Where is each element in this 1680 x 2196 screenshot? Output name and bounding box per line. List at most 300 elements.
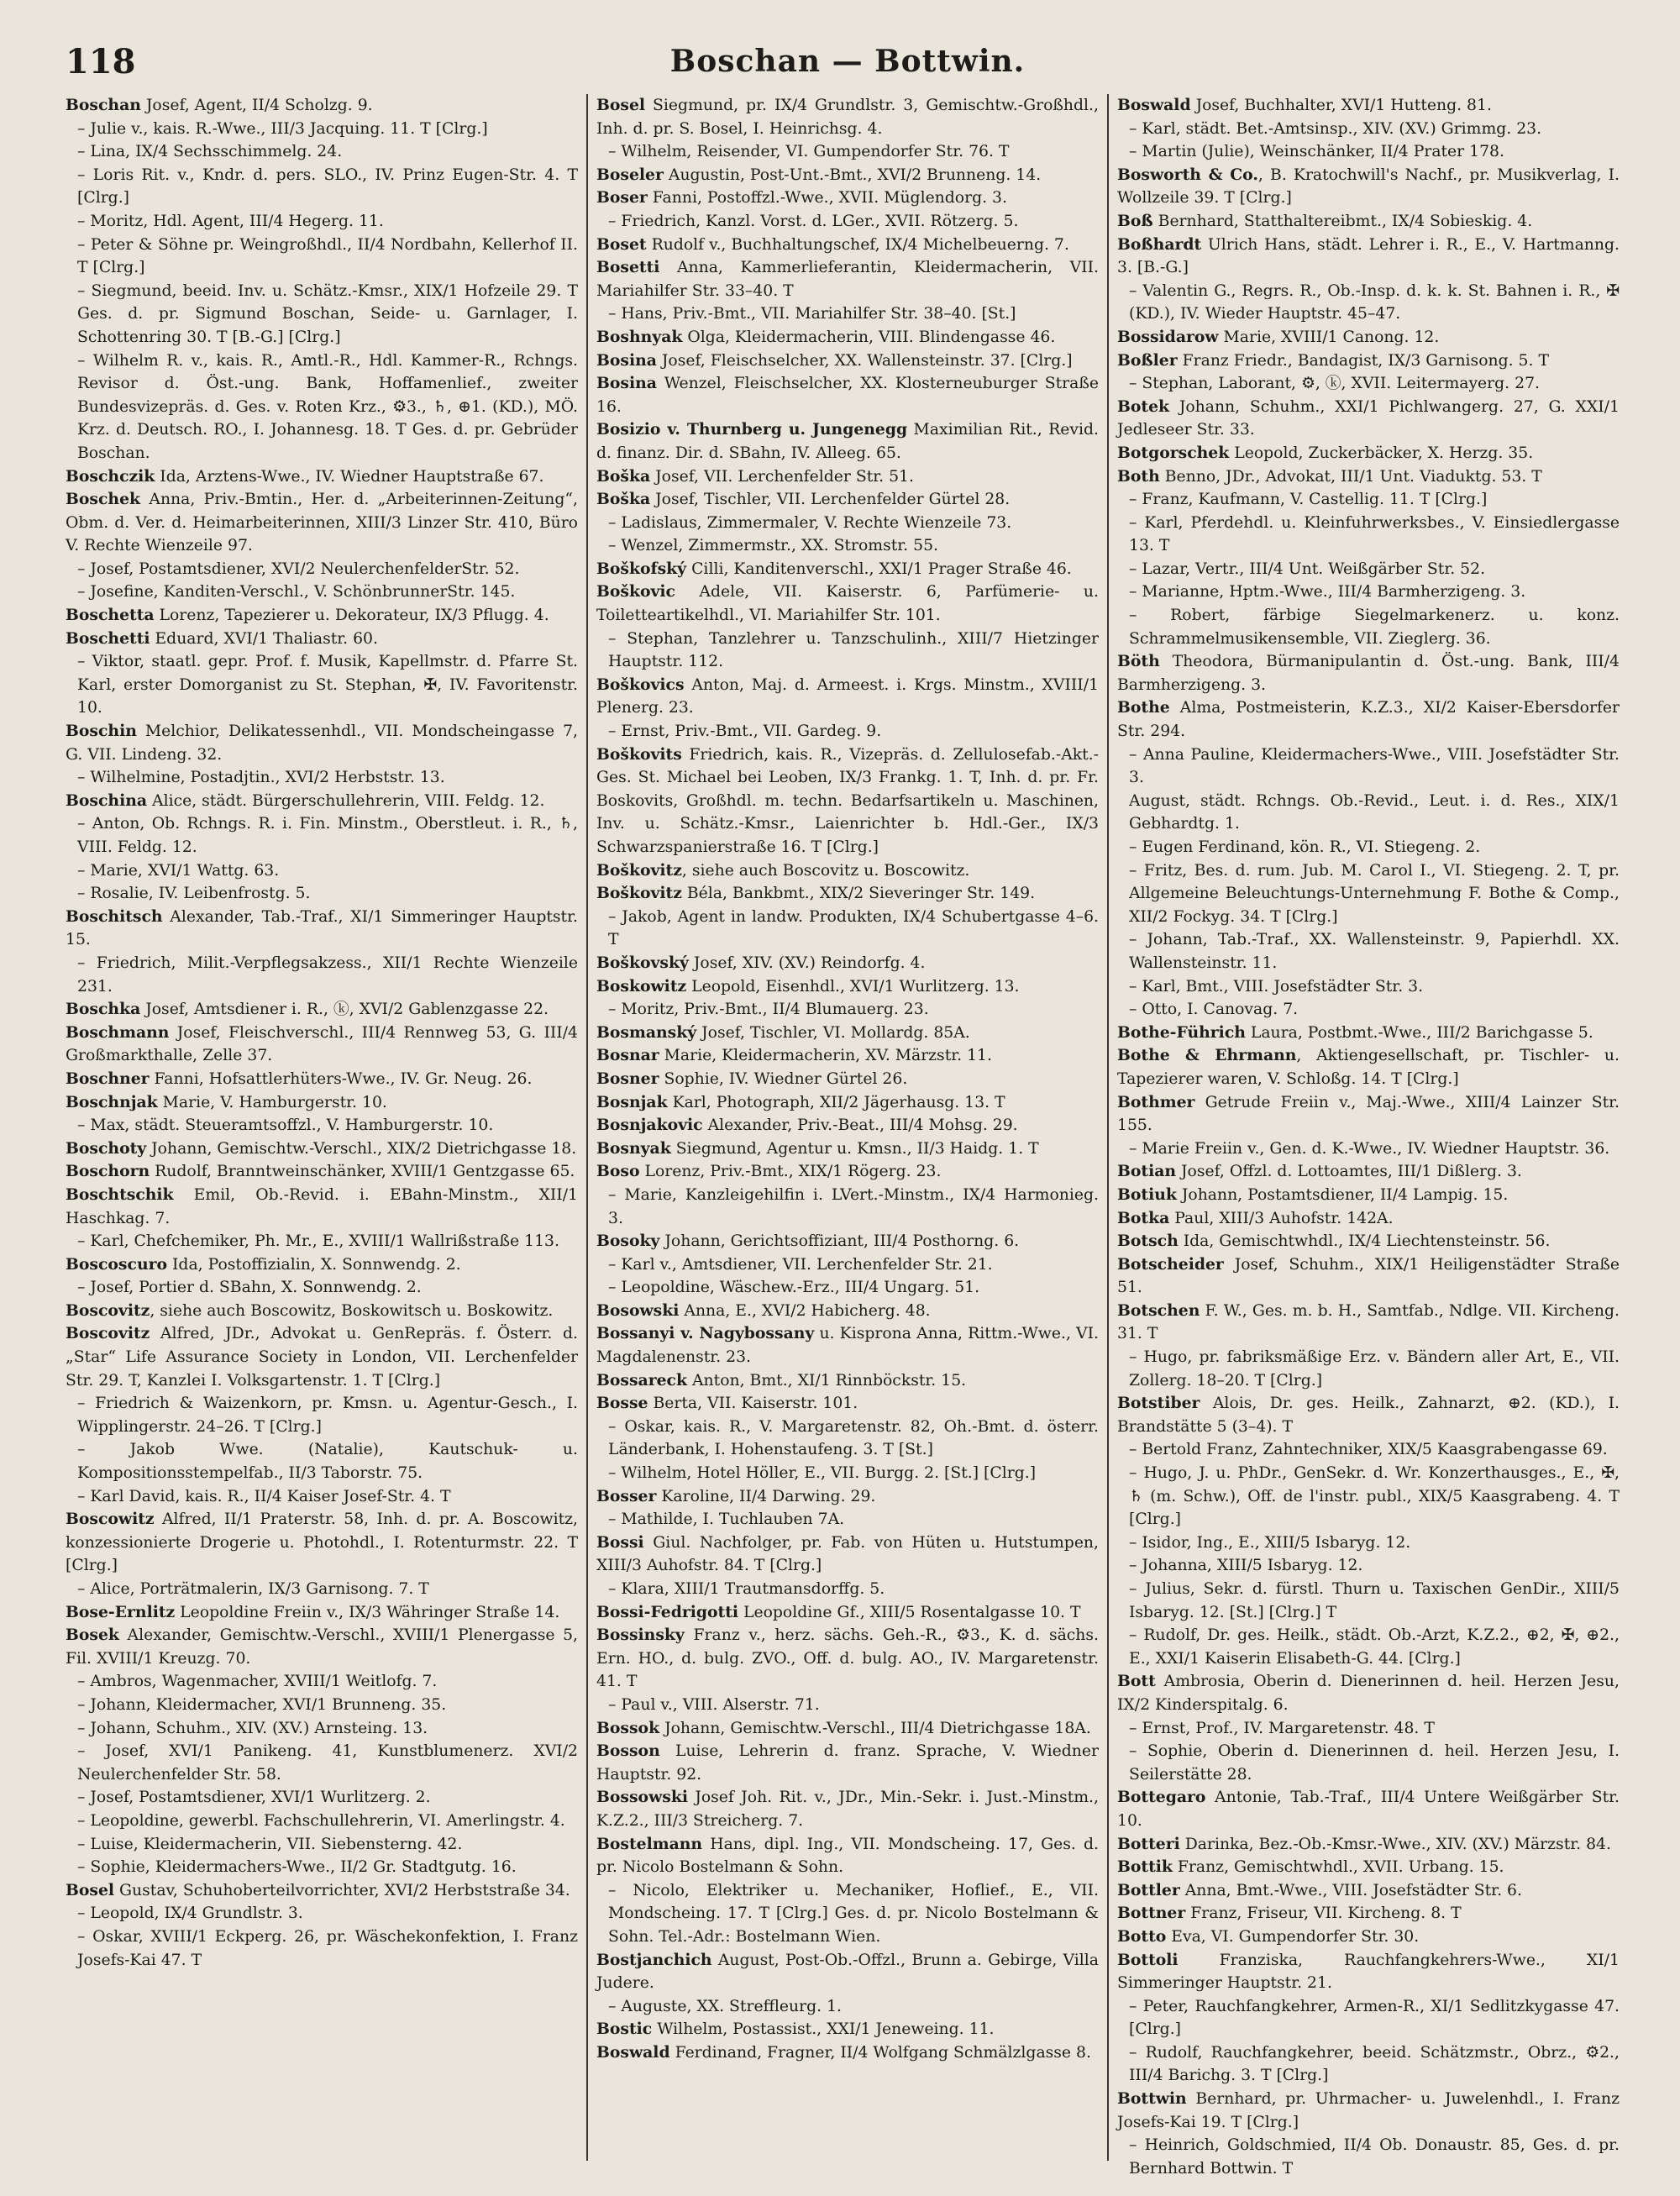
directory-entry bbox=[1117, 1925, 1620, 1949]
entry-text: Friedrich, kais. R., Vizepräs. d. Zellulosefab.-Akt.-Ges. St. Michael bei Leoben, IX/3 Frankg. 1. T, Inh. d. pr. Fr. Boskovits, Großhdl. m. techn. Bedarfsartikeln u. Maschinen, Inv. u. Schätz.-Kmsr., Laienrichter b. Hdl.-Ger., IX/3 Schwarzspanierstraße 16. T [Clrg.] bbox=[596, 745, 1099, 856]
directory-entry bbox=[596, 94, 1099, 140]
directory-entry bbox=[66, 1578, 578, 1601]
directory-entry bbox=[1117, 442, 1620, 465]
entry-surname: Bosmanský bbox=[596, 1022, 697, 1042]
directory-entry bbox=[66, 1485, 578, 1509]
entry-text: – Martin (Julie), Weinschänker, II/4 Prater 178. bbox=[1129, 143, 1504, 161]
entry-surname: Bossowski bbox=[596, 1788, 688, 1807]
entry-text: , Aktiengesellschaft, pr. Tischler- u. Tapezierer waren, V. Schloßg. 14. T [Clrg.] bbox=[1117, 1047, 1620, 1088]
directory-entry bbox=[66, 790, 578, 813]
entry-text: Josef, XIV. (XV.) Reindorfg. 4. bbox=[688, 954, 926, 972]
directory-entry bbox=[66, 1833, 578, 1857]
directory-entry bbox=[596, 1022, 1099, 1045]
entry-text: – Rosalie, IV. Leibenfrostg. 5. bbox=[77, 885, 311, 903]
directory-entry bbox=[596, 1416, 1099, 1462]
entry-surname: Bostelmann bbox=[596, 1834, 703, 1853]
entry-text: – Ernst, Prof., IV. Margaretenstr. 48. T bbox=[1129, 1719, 1435, 1737]
directory-entry bbox=[1117, 743, 1620, 790]
directory-entry bbox=[596, 1833, 1099, 1879]
entry-surname: Boškovitz bbox=[596, 860, 682, 880]
directory-entry bbox=[596, 1044, 1099, 1068]
entry-text: Alexander, Tab.-Traf., XI/1 Simmeringer Hauptstr. 15. bbox=[66, 907, 578, 949]
directory-entry bbox=[1117, 558, 1620, 581]
entry-text: – Sophie, Kleidermachers-Wwe., II/2 Gr. Stadtgutg. 16. bbox=[77, 1858, 517, 1877]
entry-text: Luise, Lehrerin d. franz. Sprache, V. Wiedner Hauptstr. 92. bbox=[596, 1742, 1099, 1784]
directory-entry bbox=[66, 766, 578, 790]
entry-surname: Botteri bbox=[1117, 1834, 1180, 1853]
directory-entry bbox=[66, 1392, 578, 1438]
entry-text: – Johanna, XIII/5 Isbaryg. 12. bbox=[1129, 1557, 1363, 1575]
entry-text: Fanni, Hofsattlerhüters-Wwe., IV. Gr. Neug. 26. bbox=[149, 1069, 533, 1088]
directory-entry bbox=[596, 1879, 1099, 1949]
directory-entry bbox=[1117, 1717, 1620, 1741]
directory-entry bbox=[596, 187, 1099, 210]
directory-entry bbox=[66, 952, 578, 998]
entry-text: August, Post-Ob.-Offzl., Brunn a. Gebirge, Villa Judere. bbox=[596, 1951, 1099, 1993]
entry-surname: Bosina bbox=[596, 350, 657, 370]
directory-entry bbox=[1117, 140, 1620, 164]
entry-text: Emil, Ob.-Revid. i. EBahn-Minstm., XII/1 Haschkag. 7. bbox=[66, 1185, 578, 1227]
entry-surname: Bosoky bbox=[596, 1232, 660, 1251]
directory-entry bbox=[1117, 512, 1620, 558]
directory-entry bbox=[596, 302, 1099, 326]
directory-entry bbox=[66, 998, 578, 1022]
directory-entry bbox=[66, 604, 578, 628]
entry-surname: Boswald bbox=[596, 2042, 670, 2062]
directory-entry bbox=[1117, 928, 1620, 975]
directory-entry bbox=[1117, 1230, 1620, 1253]
entry-text: F. W., Ges. m. b. H., Samtfab., Ndlge. VII. Kircheng. 31. T bbox=[1117, 1301, 1620, 1343]
directory-entry bbox=[1117, 1902, 1620, 1925]
entry-text: – Robert, färbige Siegelmarkenerz. u. konz. Schrammelmusikensemble, VII. Zieglerg. 36. bbox=[1129, 607, 1620, 648]
directory-entry bbox=[1117, 1554, 1620, 1578]
entry-text: – Mathilde, I. Tuchlauben 7A. bbox=[608, 1510, 845, 1529]
entry-text: – Marie, Kanzleigehilfin i. LVert.-Minstm., IX/4 Harmonieg. 3. bbox=[608, 1185, 1099, 1227]
entry-surname: Boscowitz bbox=[66, 1510, 155, 1529]
directory-entry bbox=[1117, 234, 1620, 280]
entry-text: – Anton, Ob. Rchngs. R. i. Fin. Minstm., Oberstleut. i. R., ♄, VIII. Feldg. 12. bbox=[77, 815, 578, 856]
directory-entry bbox=[596, 1601, 1099, 1625]
entry-text: – Leopoldine, gewerbl. Fachschullehrerin, VI. Amerlingstr. 4. bbox=[77, 1811, 565, 1830]
directory-entry bbox=[66, 465, 578, 489]
entry-surname: Boseler bbox=[596, 165, 664, 184]
entry-text: Alexander, Priv.-Beat., III/4 Mohsg. 29. bbox=[702, 1116, 1018, 1135]
entry-text: Antonie, Tab.-Traf., III/4 Untere Weißgärber Str. 10. bbox=[1117, 1789, 1620, 1830]
entry-text: – Paul v., VIII. Alserstr. 71. bbox=[608, 1695, 820, 1714]
directory-entry bbox=[66, 1902, 578, 1925]
entry-text: Anna, Priv.-Bmtin., Her. d. „Arbeiterinnen-Zeitung“, Obm. d. Ver. d. Heimarbeiterinnen, XIII/3 Linzer Str. 410, Büro V. Rechte Wienzeile 97. bbox=[66, 491, 578, 555]
directory-entry bbox=[66, 1322, 578, 1392]
entry-text: – Isidor, Ing., E., XIII/5 Isbaryg. 12. bbox=[1129, 1533, 1411, 1552]
entry-text: – Wilhelm, Hotel Höller, E., VII. Burgg. 2. [St.] [Clrg.] bbox=[608, 1464, 1037, 1483]
directory-entry bbox=[66, 906, 578, 952]
columns bbox=[66, 94, 1630, 2178]
entry-text: Johann, Gemischtw.-Verschl., XIX/2 Dietrichgasse 18. bbox=[146, 1139, 577, 1158]
directory-entry bbox=[1117, 1833, 1620, 1857]
entry-surname: Boschoty bbox=[66, 1138, 147, 1158]
entry-text: Leopold, Zuckerbäcker, X. Herzg. 35. bbox=[1229, 444, 1534, 462]
directory-entry bbox=[66, 234, 578, 280]
entry-text: Rudolf v., Buchhaltungschef, IX/4 Michelbeuerng. 7. bbox=[646, 235, 1069, 254]
directory-entry bbox=[596, 558, 1099, 581]
entry-surname: Botka bbox=[1117, 1208, 1170, 1227]
directory-entry bbox=[596, 1184, 1099, 1230]
entry-surname: Bossanyi v. Nagybossany bbox=[596, 1324, 815, 1343]
entry-text: – Friedrich, Milit.-Verpflegsakzess., XII/1 Rechte Wienzeile 231. bbox=[77, 954, 578, 996]
entry-text: Marie, V. Hamburgerstr. 10. bbox=[157, 1093, 387, 1111]
directory-entry bbox=[596, 372, 1099, 418]
directory-entry bbox=[1117, 790, 1620, 836]
entry-text: Sophie, IV. Wiedner Gürtel 26. bbox=[659, 1069, 908, 1088]
directory-entry bbox=[66, 1137, 578, 1161]
entry-surname: Boschetti bbox=[66, 628, 150, 648]
entry-surname: Bossi-Fedrigotti bbox=[596, 1602, 739, 1621]
directory-entry bbox=[596, 1578, 1099, 1601]
directory-entry bbox=[66, 1160, 578, 1184]
entry-surname: Bosnyak bbox=[596, 1138, 671, 1158]
directory-entry bbox=[596, 1322, 1099, 1369]
directory-entry bbox=[1117, 836, 1620, 859]
entry-text: – Ambros, Wagenmacher, XVIII/1 Weitlofg. 7. bbox=[77, 1673, 438, 1691]
entry-text: – Loris Rit. v., Kndr. d. pers. SLO., IV. Prinz Eugen-Str. 4. T [Clrg.] bbox=[77, 165, 578, 208]
entry-surname: Boschan bbox=[66, 96, 141, 114]
entry-text: – Karl, Bmt., VIII. Josefstädter Str. 3. bbox=[1129, 977, 1424, 996]
directory-entry bbox=[66, 1091, 578, 1115]
directory-entry bbox=[1117, 1160, 1620, 1184]
entry-text: – Karl David, kais. R., II/4 Kaiser Josef-Str. 4. T bbox=[77, 1487, 451, 1505]
entry-surname: Boschitsch bbox=[66, 906, 163, 926]
directory-entry bbox=[66, 859, 578, 883]
directory-entry bbox=[66, 882, 578, 906]
entry-text: Franz, Gemischtwhdl., XVII. Urbang. 15. bbox=[1172, 1858, 1504, 1877]
entry-surname: Bottner bbox=[1117, 1904, 1186, 1923]
entry-surname: Boßhardt bbox=[1117, 234, 1202, 254]
directory-entry bbox=[1117, 1022, 1620, 1045]
entry-text: Leopoldine Freiin v., IX/3 Währinger Straße 14. bbox=[175, 1603, 560, 1621]
directory-entry bbox=[66, 1230, 578, 1253]
directory-entry bbox=[1117, 604, 1620, 650]
entry-surname: Boßler bbox=[1117, 350, 1178, 370]
entry-text: – Friedrich & Waizenkorn, pr. Kmsn. u. Agentur-Gesch., I. Wipplingerstr. 24–26. T [Clrg.] bbox=[77, 1395, 578, 1436]
entry-text: Ambrosia, Oberin d. Dienerinnen d. heil. Herzen Jesu, IX/2 Kinderspitalg. 6. bbox=[1117, 1673, 1620, 1714]
directory-entry bbox=[1117, 372, 1620, 396]
entry-text: Hans, dipl. Ing., VII. Mondscheing. 17, Ges. d. pr. Nicolo Bostelmann & Sohn. bbox=[596, 1835, 1099, 1877]
entry-surname: Boškovits bbox=[596, 744, 682, 764]
entry-surname: Boschmann bbox=[66, 1022, 170, 1042]
directory-entry bbox=[1117, 1091, 1620, 1137]
entry-surname: Botsch bbox=[1117, 1232, 1179, 1251]
entry-text: – Oskar, kais. R., V. Margaretenstr. 82, Oh.-Bmt. d. österr. Länderbank, I. Hohenstaufeng. 3. T [St.] bbox=[608, 1417, 1099, 1459]
entry-surname: Boschin bbox=[66, 722, 137, 741]
entry-text: – Marie Freiin v., Gen. d. K.-Wwe., IV. Wiedner Hauptstr. 36. bbox=[1129, 1139, 1610, 1158]
directory-entry bbox=[1117, 210, 1620, 234]
entry-text: Ida, Postoffizialin, X. Sonnwendg. 2. bbox=[167, 1255, 461, 1274]
directory-entry bbox=[66, 1601, 578, 1625]
entry-text: Adele, VII. Kaiserstr. 6, Parfümerie- u. Toiletteartikelhdl., VI. Mariahilfer Str. 101. bbox=[596, 583, 1099, 625]
entry-text: – Otto, I. Canovag. 7. bbox=[1129, 1001, 1299, 1019]
entry-surname: Bottoli bbox=[1117, 1950, 1179, 1969]
entry-text: – Josef, XVI/1 Panikeng. 41, Kunstblumenerz. XVI/2 Neulerchenfelder Str. 58. bbox=[77, 1742, 578, 1784]
directory-entry bbox=[1117, 396, 1620, 442]
entry-surname: Boškovics bbox=[596, 675, 685, 694]
entry-text: Alois, Dr. ges. Heilk., Zahnarzt, ⊕2. (KD.), I. Brandstätte 5 (3–4). T bbox=[1117, 1395, 1620, 1436]
directory-entry bbox=[596, 720, 1099, 743]
entry-text: – Anna Pauline, Kleidermachers-Wwe., VIII. Josefstädter Str. 3. bbox=[1129, 745, 1620, 787]
entry-text: Josef, Offzl. d. Lottoamtes, III/1 Dißlerg. 3. bbox=[1176, 1163, 1522, 1181]
entry-text: Bernhard, Statthaltereibmt., IX/4 Sobieskig. 4. bbox=[1152, 212, 1533, 230]
entry-text: Karl, Photograph, XII/2 Jägerhausg. 13. T bbox=[667, 1093, 1005, 1111]
directory-entry bbox=[596, 418, 1099, 465]
directory-entry bbox=[596, 1068, 1099, 1091]
entry-surname: Bossi bbox=[596, 1532, 644, 1552]
entry-text: Johann, Gemischtw.-Verschl., III/4 Dietrichgasse 18A. bbox=[659, 1719, 1091, 1737]
entry-text: – Hugo, pr. fabriksmäßige Erz. v. Bändern aller Art, E., VII. Zollerg. 18–20. T [Clrg.] bbox=[1129, 1348, 1620, 1390]
entry-text: – Siegmund, beeid. Inv. u. Schätz.-Kmsr., XIX/1 Hofzeile 29. T Ges. d. pr. Sigmund Boschan, Seide- u. Garnlager, I. Schottenring 30. T [B.-G.] [Clrg.] bbox=[77, 281, 578, 346]
directory-entry bbox=[596, 1462, 1099, 1485]
directory-entry bbox=[596, 859, 1099, 883]
entry-surname: Bosel bbox=[66, 1880, 115, 1899]
entry-text: Alma, Postmeisterin, K.Z.3., XI/2 Kaiser-Ebersdorfer Str. 294. bbox=[1117, 699, 1620, 741]
entry-text: Karoline, II/4 Darwing. 29. bbox=[656, 1487, 876, 1505]
entry-text: – Friedrich, Kanzl. Vorst. d. LGer., XVII. Rötzerg. 5. bbox=[608, 212, 1019, 230]
entry-text: Leopoldine Gf., XIII/5 Rosentalgasse 10. T bbox=[738, 1603, 1081, 1621]
directory-entry bbox=[66, 1740, 578, 1786]
directory-entry bbox=[596, 1369, 1099, 1393]
entry-surname: Boß bbox=[1117, 211, 1153, 230]
directory-entry bbox=[596, 674, 1099, 720]
entry-surname: Bott bbox=[1117, 1672, 1156, 1691]
directory-entry bbox=[1117, 1670, 1620, 1716]
directory-entry bbox=[596, 998, 1099, 1022]
entry-text: , siehe auch Boscowitz, Boskowitsch u. Boskowitz. bbox=[150, 1301, 554, 1320]
entry-surname: Bothe bbox=[1117, 698, 1170, 717]
entry-text: – Karl, Chefchemiker, Ph. Mr., E., XVIII/1 Wallrißstraße 113. bbox=[77, 1232, 559, 1251]
entry-surname: Bosner bbox=[596, 1069, 659, 1088]
entry-text: Béla, Bankbmt., XIX/2 Sieveringer Str. 149. bbox=[681, 885, 1036, 903]
entry-text: – Hans, Priv.-Bmt., VII. Mariahilfer Str. 38–40. [St.] bbox=[608, 305, 1016, 323]
directory-entry bbox=[66, 1253, 578, 1277]
entry-text: Siegmund, Agentur u. Kmsn., II/3 Haidg. 1. T bbox=[670, 1139, 1039, 1158]
entry-text: Alfred, JDr., Advokat u. GenRepräs. f. Österr. d. „Star“ Life Assurance Society in London, VII. Lerchenfelder Str. 29. T, Kanzlei I. Volksgartenstr. 1. T [Clrg.] bbox=[66, 1325, 578, 1390]
directory-entry bbox=[596, 1300, 1099, 1323]
directory-entry bbox=[596, 326, 1099, 349]
entry-text: – Wenzel, Zimmermstr., XX. Stromstr. 55. bbox=[608, 537, 938, 555]
entry-surname: Bosnjak bbox=[596, 1092, 668, 1111]
directory-entry bbox=[66, 1508, 578, 1578]
entry-surname: Boso bbox=[596, 1162, 640, 1181]
entry-text: – Marie, XVI/1 Wattg. 63. bbox=[77, 861, 280, 880]
entry-surname: Boschina bbox=[66, 791, 148, 810]
entry-surname: Böth bbox=[1117, 652, 1160, 671]
entry-text: Josef, Buchhalter, XVI/1 Hutteng. 81. bbox=[1190, 97, 1492, 114]
column-1 bbox=[66, 94, 586, 2161]
entry-surname: Bottler bbox=[1117, 1880, 1180, 1899]
entry-surname: Bosina bbox=[596, 374, 657, 393]
entry-text: – Franz, Kaufmann, V. Castellig. 11. T [Clrg.] bbox=[1129, 491, 1488, 509]
directory-entry bbox=[1117, 2088, 1620, 2134]
entry-text: Josef, Schuhm., XIX/1 Heiligenstädter Straße 51. bbox=[1117, 1255, 1620, 1297]
entry-text: – Viktor, staatl. gepr. Prof. f. Musik, Kapellmstr. d. Pfarre St. Karl, erster Domorganist zu St. Stephan, ✠, IV. Favoritenstr. 10. bbox=[77, 653, 578, 717]
entry-text: – Josef, Postamtsdiener, XVI/2 NeulerchenfelderStr. 52. bbox=[77, 560, 520, 578]
directory-entry bbox=[66, 1300, 578, 1323]
entry-text: – Luise, Kleidermacherin, VII. Siebensterng. 42. bbox=[77, 1835, 463, 1853]
entry-text: Franz Friedr., Bandagist, IX/3 Garnisong. 5. T bbox=[1177, 351, 1549, 370]
entry-text: August, städt. Rchngs. Ob.-Revid., Leut. i. d. Res., XIX/1 Gebhardtg. 1. bbox=[1129, 791, 1620, 833]
entry-surname: Boswald bbox=[1117, 96, 1191, 114]
entry-text: – Sophie, Oberin d. Dienerinnen d. heil. Herzen Jesu, I. Seilerstätte 28. bbox=[1129, 1742, 1620, 1784]
directory-entry bbox=[596, 975, 1099, 999]
entry-surname: Bose-Ernlitz bbox=[66, 1602, 176, 1621]
entry-text: Josef, Tischler, VII. Lerchenfelder Gürtel 28. bbox=[650, 491, 1011, 509]
directory-entry bbox=[596, 1253, 1099, 1277]
entry-text: – Klara, XIII/1 Trautmansdorffg. 5. bbox=[608, 1580, 885, 1598]
directory-entry bbox=[596, 164, 1099, 187]
entry-surname: Bothe-Führich bbox=[1117, 1022, 1246, 1042]
entry-text: Josef, Tischler, VI. Mollardg. 85A. bbox=[696, 1023, 970, 1042]
entry-surname: Bottik bbox=[1117, 1857, 1173, 1877]
entry-surname: Bothe & Ehrmann bbox=[1117, 1046, 1297, 1065]
entry-text: – Nicolo, Elektriker u. Mechaniker, Hoflief., E., VII. Mondscheing. 17. T [Clrg.] Ges. d. pr. Nicolo Bostelmann & Sohn. Tel.-Adr.: Bostelmann Wien. bbox=[608, 1881, 1099, 1946]
entry-text: – Fritz, Bes. d. rum. Jub. M. Carol I., VI. Stiegeng. 2. T, pr. Allgemeine Beleuchtungs-Unternehmung F. Bothe & Comp., XII/2 Fockyg. 34. T [Clrg.] bbox=[1129, 861, 1620, 926]
directory-entry bbox=[596, 534, 1099, 558]
entry-surname: Bosetti bbox=[596, 258, 660, 277]
entry-text: Lorenz, Tapezierer u. Dekorateur, IX/3 Pflugg. 4. bbox=[154, 607, 549, 625]
entry-text: Giul. Nachfolger, pr. Fab. von Hüten u. Hutstumpen, XIII/3 Auhofstr. 84. T [Clrg.] bbox=[596, 1533, 1099, 1575]
directory-entry bbox=[66, 94, 578, 118]
directory-entry bbox=[66, 349, 578, 465]
directory-entry bbox=[596, 1531, 1099, 1578]
directory-entry bbox=[596, 1995, 1099, 2019]
directory-entry bbox=[1117, 465, 1620, 489]
entry-text: – Karl, Pferdehdl. u. Kleinfuhrwerksbes., V. Einsiedlergasse 13. T bbox=[1129, 513, 1620, 555]
directory-entry bbox=[66, 140, 578, 164]
directory-entry bbox=[1117, 1995, 1620, 2041]
entry-surname: Bossidarow bbox=[1117, 327, 1219, 346]
entry-text: Anton, Bmt., XI/1 Rinnböckstr. 15. bbox=[687, 1371, 967, 1390]
entry-text: Anton, Maj. d. Armeest. i. Krgs. Minstm., XVIII/1 Plenerg. 23. bbox=[596, 675, 1099, 717]
entry-text: – Lina, IX/4 Sechsschimmelg. 24. bbox=[77, 143, 343, 161]
directory-entry bbox=[596, 628, 1099, 674]
entry-text: – Josef, Postamtsdiener, XVI/1 Wurlitzerg. 2. bbox=[77, 1789, 431, 1807]
directory-entry bbox=[66, 558, 578, 581]
directory-entry bbox=[66, 488, 578, 558]
entry-surname: Bosek bbox=[66, 1626, 119, 1645]
entry-text: – Peter & Söhne pr. Weingroßhdl., II/4 Nordbahn, Kellerhof II. T [Clrg.] bbox=[77, 235, 578, 277]
directory-entry bbox=[596, 743, 1099, 859]
entry-text: Augustin, Post-Unt.-Bmt., XVI/2 Brunneng. 14. bbox=[663, 165, 1042, 184]
entry-text: – Josefine, Kanditen-Verschl., V. SchönbrunnerStr. 145. bbox=[77, 583, 516, 602]
entry-text: – Wilhelm, Reisender, VI. Gumpendorfer Str. 76. T bbox=[608, 143, 1010, 161]
entry-text: – Bertold Franz, Zahntechniker, XIX/5 Kaasgrabengasse 69. bbox=[1129, 1441, 1608, 1459]
directory-entry bbox=[66, 1786, 578, 1810]
entry-surname: Boshnyak bbox=[596, 327, 683, 346]
directory-entry bbox=[66, 1694, 578, 1717]
entry-text: u. Kisprona Anna, Rittm.-Wwe., VI. Magdalenenstr. 23. bbox=[596, 1325, 1100, 1367]
entry-surname: Botto bbox=[1117, 1926, 1167, 1946]
directory-entry bbox=[1117, 1346, 1620, 1392]
entry-text: Ida, Gemischtwhdl., IX/4 Liechtensteinstr. 56. bbox=[1178, 1232, 1551, 1251]
page-number: 118 bbox=[66, 42, 136, 81]
entry-surname: Botstiber bbox=[1117, 1394, 1200, 1413]
entry-text: – Rudolf, Rauchfangkehrer, beeid. Schätzmstr., Obrz., ⚙2., III/4 Barichg. 3. T [Clrg.] bbox=[1129, 2043, 1620, 2085]
directory-entry bbox=[66, 1184, 578, 1230]
running-head: Boschan — Bottwin. bbox=[669, 44, 1026, 79]
entry-text: Alice, städt. Bürgerschullehrerin, VIII. Feldg. 12. bbox=[147, 791, 545, 810]
directory-entry bbox=[1117, 696, 1620, 743]
directory-entry bbox=[1117, 326, 1620, 349]
directory-entry bbox=[1117, 650, 1620, 696]
entry-text: Eva, VI. Gumpendorfer Str. 30. bbox=[1166, 1927, 1420, 1946]
directory-entry bbox=[596, 581, 1099, 627]
directory-entry bbox=[1117, 1462, 1620, 1531]
entry-text: Bernhard, pr. Uhrmacher- u. Juwelenhdl., I. Franz Josefs-Kai 19. T [Clrg.] bbox=[1117, 2090, 1620, 2131]
entry-surname: Botek bbox=[1117, 397, 1170, 416]
entry-text: – Lazar, Vertr., III/4 Unt. Weißgärber Str. 52. bbox=[1129, 560, 1486, 578]
directory-entry bbox=[1117, 998, 1620, 1022]
directory-entry bbox=[596, 1276, 1099, 1300]
entry-text: Leopold, Eisenhdl., XVI/1 Wurlitzerg. 13. bbox=[686, 977, 1020, 996]
entry-text: – Jakob Wwe. (Natalie), Kautschuk- u. Kompositionsstempelfab., II/3 Taborstr. 75. bbox=[77, 1441, 578, 1483]
directory-entry bbox=[596, 952, 1099, 975]
entry-surname: Boset bbox=[596, 234, 647, 254]
entry-text: Berta, VII. Kaiserstr. 101. bbox=[648, 1395, 858, 1413]
directory-entry bbox=[596, 210, 1099, 234]
entry-text: – Leopold, IX/4 Grundlstr. 3. bbox=[77, 1904, 303, 1923]
entry-surname: Bosser bbox=[596, 1486, 657, 1505]
directory-entry bbox=[1117, 349, 1620, 373]
directory-entry bbox=[66, 650, 578, 720]
entry-text: – Stephan, Tanzlehrer u. Tanzschulinh., XIII/7 Hietzinger Hauptstr. 112. bbox=[608, 629, 1099, 671]
directory-entry bbox=[1117, 1531, 1620, 1555]
directory-entry bbox=[66, 1717, 578, 1741]
directory-entry bbox=[1117, 280, 1620, 326]
entry-text: Franziska, Rauchfangkehrers-Wwe., XI/1 Simmeringer Hauptstr. 21. bbox=[1117, 1951, 1620, 1993]
entry-text: – Eugen Ferdinand, kön. R., VI. Stiegeng. 2. bbox=[1129, 838, 1481, 856]
entry-text: – Leopoldine, Wäschew.-Erz., III/4 Ungarg. 51. bbox=[608, 1279, 980, 1297]
directory-entry bbox=[596, 1949, 1099, 1995]
entry-text: Benno, JDr., Advokat, III/1 Unt. Viaduktg. 53. T bbox=[1159, 467, 1542, 486]
entry-text: Rudolf, Branntweinschänker, XVIII/1 Gentzgasse 65. bbox=[150, 1163, 575, 1181]
directory-entry bbox=[596, 1485, 1099, 1509]
entry-text: – Marianne, Hptm.-Wwe., III/4 Barmherzigeng. 3. bbox=[1129, 583, 1526, 602]
entry-text: Franz v., herz. sächs. Geh.-R., ⚙3., K. d. sächs. Ern. HO., d. bulg. ZVO., Off. d. bulg. AO., IV. Margaretenstr. 41. T bbox=[596, 1626, 1099, 1691]
directory-entry bbox=[66, 1438, 578, 1484]
entry-text: – Julie v., kais. R.-Wwe., III/3 Jacquing. 11. T [Clrg.] bbox=[77, 119, 488, 138]
entry-text: – Ladislaus, Zimmermaler, V. Rechte Wienzeile 73. bbox=[608, 513, 1012, 532]
directory-entry bbox=[66, 1114, 578, 1137]
entry-text: Josef Joh. Rit. v., JDr., Min.-Sekr. i. Just.-Minstm., K.Z.2., III/3 Streicherg. 7. bbox=[596, 1789, 1099, 1830]
directory-entry bbox=[66, 1276, 578, 1300]
entry-text: – Hugo, J. u. PhDr., GenSekr. d. Wr. Konzerthausges., E., ✠, ♄ (m. Schw.), Off. de l'instr. publ., XIX/5 Kaasgrabeng. 4. T [Clrg.] bbox=[1129, 1464, 1620, 1529]
directory-entry bbox=[66, 581, 578, 604]
entry-text: – Johann, Schuhm., XIV. (XV.) Arnsteing. 13. bbox=[77, 1719, 428, 1737]
entry-text: Gustav, Schuhoberteilvorrichter, XVI/2 Herbststraße 34. bbox=[114, 1881, 570, 1899]
directory-entry bbox=[596, 1717, 1099, 1741]
directory-entry bbox=[596, 1230, 1099, 1253]
entry-text: Ida, Arztens-Wwe., IV. Wiedner Hauptstraße 67. bbox=[155, 467, 544, 486]
entry-text: , B. Kratochwill's Nachf., pr. Musikverlag, I. Wollzeile 39. T [Clrg.] bbox=[1117, 165, 1620, 208]
directory-entry bbox=[66, 720, 578, 766]
entry-surname: Botgorschek bbox=[1117, 443, 1230, 462]
entry-text: Siegmund, pr. IX/4 Grundlstr. 3, Gemischtw.-Großhdl., Inh. d. pr. S. Bosel, I. Heinrichsg. 4. bbox=[596, 97, 1099, 138]
entry-surname: Bosworth & Co. bbox=[1117, 165, 1258, 184]
entry-text: Wilhelm, Postassist., XXI/1 Jeneweing. 11. bbox=[652, 2020, 995, 2039]
directory-entry bbox=[596, 1786, 1099, 1832]
entry-surname: Botian bbox=[1117, 1162, 1177, 1181]
entry-surname: Boškovitz bbox=[596, 884, 682, 903]
entry-surname: Bosse bbox=[596, 1394, 648, 1413]
directory-entry bbox=[66, 1670, 578, 1694]
